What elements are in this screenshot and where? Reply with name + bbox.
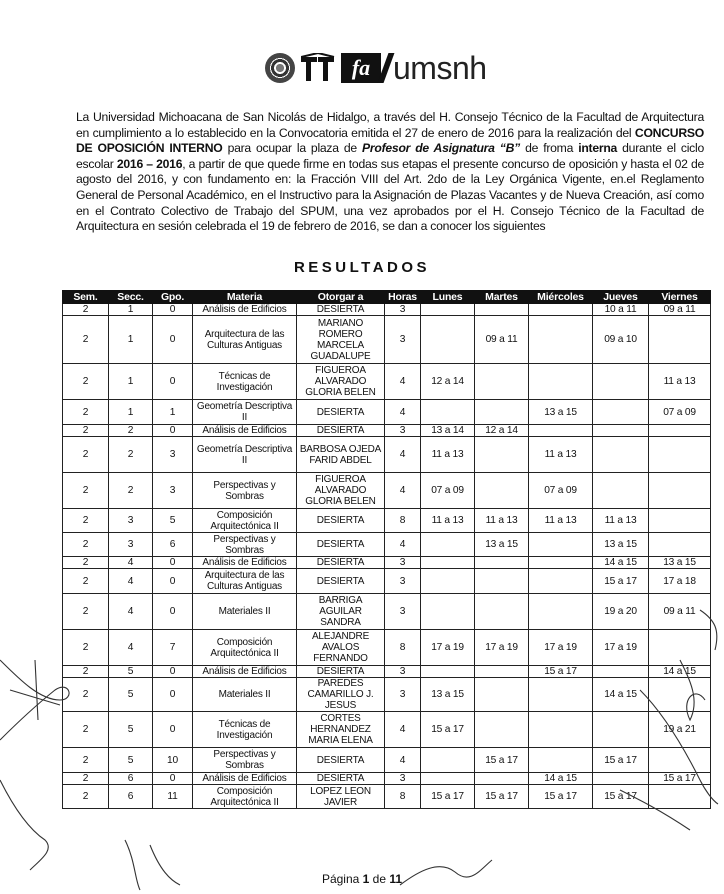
- table-cell: 0: [153, 594, 193, 630]
- table-cell: 2: [63, 509, 109, 533]
- table-cell: CORTES HERNANDEZ MARIA ELENA: [297, 712, 385, 748]
- table-cell: DESIERTA: [297, 557, 385, 569]
- table-cell: 09 a 10: [593, 316, 649, 364]
- table-cell: 12 a 14: [475, 425, 529, 437]
- table-cell: 3: [385, 569, 421, 594]
- table-cell: Técnicas de Investigación: [193, 364, 297, 400]
- table-cell: 2: [63, 557, 109, 569]
- table-cell: 8: [385, 785, 421, 809]
- table-cell: BARBOSA OJEDA FARID ABDEL: [297, 437, 385, 473]
- table-cell: 4: [109, 594, 153, 630]
- table-cell: [421, 594, 475, 630]
- table-row: [63, 304, 711, 316]
- table-cell: [475, 569, 529, 594]
- table-cell: DESIERTA: [297, 748, 385, 773]
- table-cell: 0: [153, 557, 193, 569]
- table-cell: 0: [153, 425, 193, 437]
- table-cell: 09 a 11: [649, 304, 711, 316]
- table-cell: [593, 437, 649, 473]
- table-row: [63, 630, 711, 666]
- table-cell: 3: [153, 473, 193, 509]
- table-cell: [475, 473, 529, 509]
- table-cell: [593, 400, 649, 425]
- table-cell: 14 a 15: [649, 666, 711, 678]
- table-cell: 4: [385, 400, 421, 425]
- table-cell: [421, 304, 475, 316]
- table-cell: 2: [63, 785, 109, 809]
- column-header: Otorgar a: [297, 291, 385, 304]
- table-row: [63, 437, 711, 473]
- table-cell: DESIERTA: [297, 400, 385, 425]
- table-cell: 17 a 19: [421, 630, 475, 666]
- table-cell: 1: [109, 400, 153, 425]
- table-cell: 14 a 15: [593, 557, 649, 569]
- table-cell: [529, 533, 593, 557]
- table-cell: Análisis de Edificios: [193, 773, 297, 785]
- table-cell: 2: [63, 773, 109, 785]
- table-cell: Arquitectura de las Culturas Antiguas: [193, 316, 297, 364]
- column-header: Lunes: [421, 291, 475, 304]
- fa-logo: fa: [341, 53, 381, 83]
- table-cell: [421, 569, 475, 594]
- table-cell: 2: [63, 748, 109, 773]
- table-cell: 5: [109, 666, 153, 678]
- table-row: [63, 785, 711, 809]
- table-cell: [475, 678, 529, 712]
- table-cell: [421, 666, 475, 678]
- table-cell: 3: [385, 773, 421, 785]
- table-cell: 15 a 17: [593, 569, 649, 594]
- table-cell: [529, 364, 593, 400]
- column-header: Secc.: [109, 291, 153, 304]
- column-header: Miércoles: [529, 291, 593, 304]
- column-header: Gpo.: [153, 291, 193, 304]
- table-cell: 2: [63, 473, 109, 509]
- table-cell: 15 a 17: [593, 748, 649, 773]
- table-cell: Perspectivas y Sombras: [193, 533, 297, 557]
- table-cell: [649, 473, 711, 509]
- table-cell: 2: [63, 594, 109, 630]
- table-cell: 17 a 18: [649, 569, 711, 594]
- table-cell: [529, 594, 593, 630]
- column-header: Materia: [193, 291, 297, 304]
- table-cell: 3: [385, 666, 421, 678]
- table-cell: [475, 712, 529, 748]
- table-cell: [475, 557, 529, 569]
- table-row: [63, 748, 711, 773]
- table-cell: 1: [109, 304, 153, 316]
- table-cell: 4: [385, 533, 421, 557]
- table-row: [63, 400, 711, 425]
- table-cell: 7: [153, 630, 193, 666]
- table-cell: 09 a 11: [649, 594, 711, 630]
- table-cell: 2: [63, 400, 109, 425]
- table-cell: Geometría Descriptiva II: [193, 400, 297, 425]
- table-cell: [475, 437, 529, 473]
- table-cell: 2: [63, 569, 109, 594]
- table-row: [63, 569, 711, 594]
- table-cell: 15 a 17: [593, 785, 649, 809]
- table-cell: 0: [153, 304, 193, 316]
- table-cell: 2: [63, 316, 109, 364]
- table-cell: DESIERTA: [297, 533, 385, 557]
- table-cell: 19 a 21: [649, 712, 711, 748]
- table-cell: 0: [153, 773, 193, 785]
- table-row: [63, 425, 711, 437]
- table-cell: Técnicas de Investigación: [193, 712, 297, 748]
- table-cell: LOPEZ LEON JAVIER: [297, 785, 385, 809]
- table-cell: [593, 712, 649, 748]
- table-cell: 11 a 13: [475, 509, 529, 533]
- table-cell: [529, 569, 593, 594]
- table-cell: 17 a 19: [593, 630, 649, 666]
- table-cell: 19 a 20: [593, 594, 649, 630]
- table-cell: 5: [109, 678, 153, 712]
- table-cell: 15 a 17: [475, 748, 529, 773]
- table-cell: 0: [153, 712, 193, 748]
- table-cell: Arquitectura de las Culturas Antiguas: [193, 569, 297, 594]
- table-cell: 13 a 15: [529, 400, 593, 425]
- table-cell: Composición Arquitectónica II: [193, 630, 297, 666]
- table-row: [63, 712, 711, 748]
- table-cell: [421, 316, 475, 364]
- table-cell: Composición Arquitectónica II: [193, 509, 297, 533]
- table-cell: 4: [109, 557, 153, 569]
- table-cell: 8: [385, 630, 421, 666]
- table-cell: MARIANO ROMERO MARCELA GUADALUPE: [297, 316, 385, 364]
- table-cell: 09 a 11: [475, 316, 529, 364]
- results-table: [62, 290, 711, 809]
- table-cell: 4: [385, 712, 421, 748]
- table-cell: 13 a 15: [593, 533, 649, 557]
- table-cell: 3: [109, 509, 153, 533]
- table-header-row: [63, 291, 711, 304]
- column-header: Viernes: [649, 291, 711, 304]
- table-cell: [529, 678, 593, 712]
- table-cell: [529, 304, 593, 316]
- table-cell: [421, 773, 475, 785]
- column-header: Jueves: [593, 291, 649, 304]
- table-cell: 11: [153, 785, 193, 809]
- table-cell: 10: [153, 748, 193, 773]
- table-cell: 4: [385, 437, 421, 473]
- table-cell: [529, 748, 593, 773]
- table-cell: Perspectivas y Sombras: [193, 473, 297, 509]
- table-cell: Materiales II: [193, 594, 297, 630]
- table-cell: FIGUEROA ALVARADO GLORIA BELEN: [297, 364, 385, 400]
- table-cell: 2: [63, 364, 109, 400]
- column-header: Sem.: [63, 291, 109, 304]
- table-cell: [421, 748, 475, 773]
- table-cell: [421, 400, 475, 425]
- table-cell: 13 a 15: [475, 533, 529, 557]
- architecture-logo-icon: [301, 53, 335, 83]
- table-cell: 3: [385, 594, 421, 630]
- table-cell: [649, 630, 711, 666]
- table-cell: 3: [385, 557, 421, 569]
- table-cell: FIGUEROA ALVARADO GLORIA BELEN: [297, 473, 385, 509]
- table-row: [63, 533, 711, 557]
- table-cell: [475, 594, 529, 630]
- table-cell: [649, 748, 711, 773]
- table-cell: 2: [63, 630, 109, 666]
- table-cell: Composición Arquitectónica II: [193, 785, 297, 809]
- table-cell: 14 a 15: [529, 773, 593, 785]
- table-cell: 15 a 17: [421, 712, 475, 748]
- table-cell: 15 a 17: [475, 785, 529, 809]
- table-cell: 3: [109, 533, 153, 557]
- table-cell: 1: [109, 364, 153, 400]
- table-cell: 3: [385, 425, 421, 437]
- table-cell: [529, 425, 593, 437]
- table-cell: PAREDES CAMARILLO J. JESUS: [297, 678, 385, 712]
- results-heading: RESULTADOS: [293, 259, 431, 276]
- university-seal-icon: [265, 53, 295, 83]
- table-row: [63, 666, 711, 678]
- table-cell: 2: [63, 425, 109, 437]
- table-cell: 11 a 13: [421, 509, 475, 533]
- table-cell: [475, 304, 529, 316]
- table-row: [63, 509, 711, 533]
- table-row: [63, 473, 711, 509]
- table-row: [63, 594, 711, 630]
- table-cell: 07 a 09: [529, 473, 593, 509]
- table-cell: [475, 400, 529, 425]
- table-cell: ALEJANDRE AVALOS FERNANDO: [297, 630, 385, 666]
- table-cell: [593, 425, 649, 437]
- table-cell: 15 a 17: [529, 666, 593, 678]
- table-cell: [649, 533, 711, 557]
- table-cell: [529, 712, 593, 748]
- table-cell: 3: [385, 304, 421, 316]
- table-cell: 11 a 13: [593, 509, 649, 533]
- table-cell: 0: [153, 569, 193, 594]
- table-cell: [593, 473, 649, 509]
- table-cell: 5: [153, 509, 193, 533]
- table-cell: DESIERTA: [297, 304, 385, 316]
- table-cell: 11 a 13: [421, 437, 475, 473]
- table-cell: 2: [63, 304, 109, 316]
- table-cell: 3: [385, 316, 421, 364]
- column-header: Martes: [475, 291, 529, 304]
- table-cell: BARRIGA AGUILAR SANDRA: [297, 594, 385, 630]
- table-cell: DESIERTA: [297, 666, 385, 678]
- table-cell: 10 a 11: [593, 304, 649, 316]
- table-cell: 2: [63, 437, 109, 473]
- table-cell: [593, 666, 649, 678]
- table-cell: 4: [109, 630, 153, 666]
- table-cell: [593, 364, 649, 400]
- table-cell: 0: [153, 364, 193, 400]
- page-footer: Página 1 de 11: [321, 872, 403, 886]
- table-cell: [649, 678, 711, 712]
- table-cell: [529, 316, 593, 364]
- table-cell: 4: [109, 569, 153, 594]
- table-row: [63, 557, 711, 569]
- table-cell: 2: [109, 473, 153, 509]
- table-cell: 2: [63, 666, 109, 678]
- table-cell: 4: [385, 473, 421, 509]
- table-cell: 12 a 14: [421, 364, 475, 400]
- table-cell: Análisis de Edificios: [193, 557, 297, 569]
- table-cell: [475, 364, 529, 400]
- table-cell: 17 a 19: [529, 630, 593, 666]
- table-cell: 1: [153, 400, 193, 425]
- table-cell: 14 a 15: [593, 678, 649, 712]
- table-cell: Materiales II: [193, 678, 297, 712]
- table-cell: Geometría Descriptiva II: [193, 437, 297, 473]
- table-cell: 17 a 19: [475, 630, 529, 666]
- table-cell: 13 a 15: [649, 557, 711, 569]
- table-cell: 6: [109, 773, 153, 785]
- table-row: [63, 316, 711, 364]
- header-logos: [265, 50, 487, 86]
- table-cell: 3: [385, 678, 421, 712]
- table-cell: 15 a 17: [529, 785, 593, 809]
- table-cell: 5: [109, 748, 153, 773]
- table-cell: [649, 785, 711, 809]
- table-cell: 6: [109, 785, 153, 809]
- table-cell: [421, 557, 475, 569]
- table-cell: 2: [109, 425, 153, 437]
- table-row: [63, 364, 711, 400]
- column-header: Horas: [385, 291, 421, 304]
- table-cell: Análisis de Edificios: [193, 425, 297, 437]
- table-cell: 6: [153, 533, 193, 557]
- table-row: [63, 773, 711, 785]
- table-cell: 0: [153, 678, 193, 712]
- table-cell: [649, 316, 711, 364]
- table-cell: [421, 533, 475, 557]
- table-cell: 4: [385, 748, 421, 773]
- table-cell: Análisis de Edificios: [193, 304, 297, 316]
- table-row: [63, 678, 711, 712]
- table-cell: 0: [153, 666, 193, 678]
- table-cell: 4: [385, 364, 421, 400]
- table-cell: 2: [63, 533, 109, 557]
- table-cell: DESIERTA: [297, 425, 385, 437]
- table-cell: [649, 437, 711, 473]
- table-cell: 11 a 13: [529, 437, 593, 473]
- table-cell: 11 a 13: [529, 509, 593, 533]
- table-cell: DESIERTA: [297, 569, 385, 594]
- table-cell: 13 a 14: [421, 425, 475, 437]
- table-cell: 2: [63, 678, 109, 712]
- table-cell: 8: [385, 509, 421, 533]
- intro-paragraph: La Universidad Michoacana de San Nicolás de Hidalgo, a través del H. Consejo Técnico de la Facultad de Arquitectura en cumplimiento a lo establecido en la Convocatoria emitida el 27 de enero de 2016 para la realización del CONCURSO DE OPOSICIÓN INTERNO para ocupar la plaza de Profesor de Asignatura “B” de froma interna durante el ciclo escolar 2016 – 2016, a partir de que quede firme en todas sus etapas el presente concurso de oposición y hasta el 02 de agosto del 2016, y con fundamento en: la Fracción VIII del Art. 2do de la Ley Orgánica Vigente, en.el Reglamento General de Personal Académico, en el Instructivo para la Asignación de Plazas Vacantes y de Nueva Creación, así como en el Contrato Colectivo de Trabajo del SPUM, una vez aprobados por el H. Consejo Técnico de la Facultad de Arquitectura en sesión celebrada el 19 de febrero de 2016, se dan a conocer los siguientes: [76, 110, 704, 234]
- table-cell: Perspectivas y Sombras: [193, 748, 297, 773]
- table-cell: 5: [109, 712, 153, 748]
- table-cell: 3: [153, 437, 193, 473]
- table-cell: 1: [109, 316, 153, 364]
- table-cell: Análisis de Edificios: [193, 666, 297, 678]
- table-cell: DESIERTA: [297, 773, 385, 785]
- table-cell: [593, 773, 649, 785]
- table-cell: [475, 773, 529, 785]
- table-cell: 13 a 15: [421, 678, 475, 712]
- table-cell: 15 a 17: [649, 773, 711, 785]
- table-cell: 2: [63, 712, 109, 748]
- table-cell: [649, 509, 711, 533]
- table-cell: [475, 666, 529, 678]
- table-cell: 2: [109, 437, 153, 473]
- umsnh-logo-text: umsnh: [393, 50, 487, 86]
- table-cell: 0: [153, 316, 193, 364]
- table-cell: [529, 557, 593, 569]
- table-cell: DESIERTA: [297, 509, 385, 533]
- table-cell: 07 a 09: [649, 400, 711, 425]
- table-cell: 15 a 17: [421, 785, 475, 809]
- table-cell: 07 a 09: [421, 473, 475, 509]
- table-cell: [649, 425, 711, 437]
- table-cell: 11 a 13: [649, 364, 711, 400]
